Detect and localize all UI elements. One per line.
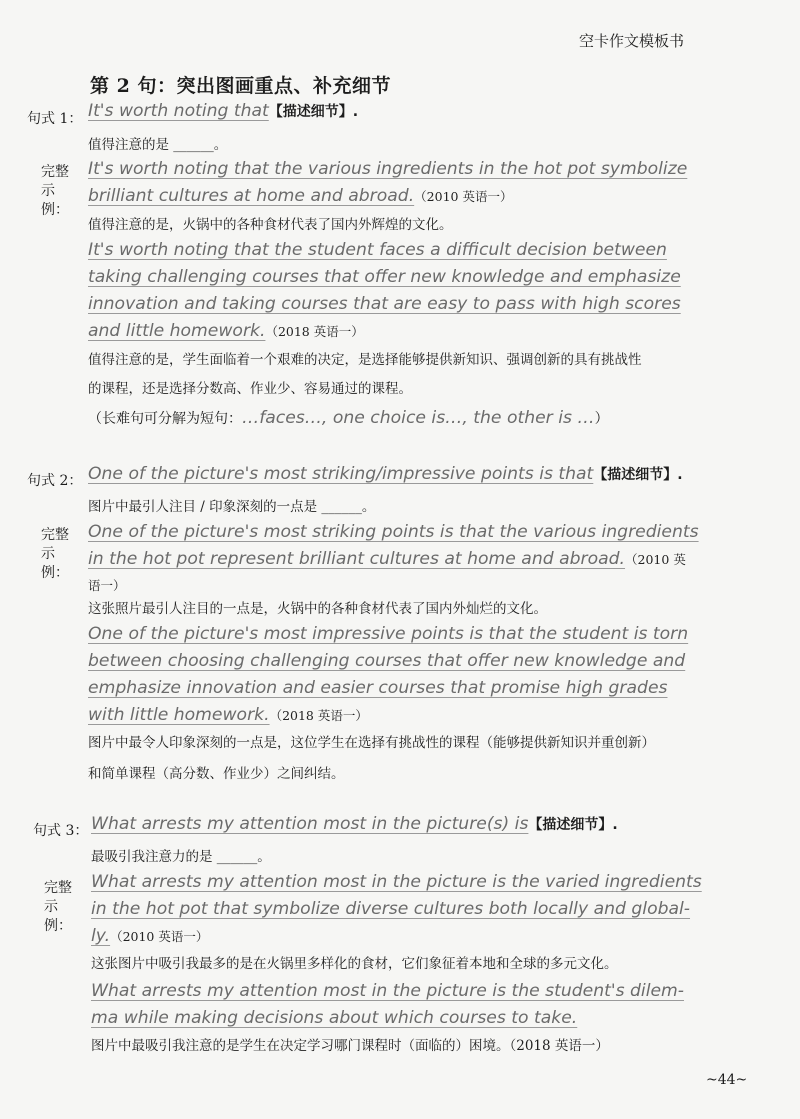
example-2a-chinese: 这张照片最引人注目的一点是，火锅中的各种食材代表了国内外灿烂的文化。 bbox=[88, 601, 547, 617]
pattern-2-example-label: 完整 示例： bbox=[41, 527, 69, 581]
pattern-1-note: （长难句可分解为短句：…faces…, one choice is…, the other is …） bbox=[88, 408, 609, 428]
pattern-2-chinese: 图片中最引人注目 / 印象深刻的一点是 ______。 bbox=[88, 499, 376, 515]
example-1b-line-4: and little homework.（2018 英语一） bbox=[88, 321, 364, 341]
pattern-1-english: It's worth noting that【描述细节】. bbox=[88, 101, 359, 121]
section-title: 第 2 句：突出图画重点、补充细节 bbox=[90, 75, 391, 97]
example-3a-line-1: What arrests my attention most in the picture is the varied ingredients bbox=[91, 872, 702, 892]
example-1b-line-2: taking challenging courses that offer new knowledge and emphasize bbox=[88, 267, 681, 287]
pattern-3-english: What arrests my attention most in the picture(s) is【描述细节】. bbox=[91, 814, 618, 834]
pattern-1-example-label: 完整 示例： bbox=[41, 164, 69, 218]
example-1b-chinese-1: 值得注意的是，学生面临着一个艰难的决定，是选择能够提供新知识、强调创新的具有挑战性 bbox=[88, 352, 642, 368]
example-1a-chinese: 值得注意的是，火锅中的各种食材代表了国内外辉煌的文化。 bbox=[88, 217, 453, 233]
example-3a-line-3: ly.（2010 英语一） bbox=[91, 926, 209, 946]
example-2b-line-3: emphasize innovation and easier courses that promise high grades bbox=[88, 678, 668, 698]
example-2b-line-4: with little homework.（2018 英语一） bbox=[88, 705, 368, 725]
pattern-2-english: One of the picture's most striking/impressive points is that【描述细节】. bbox=[88, 464, 683, 484]
example-2b-chinese-1: 图片中最令人印象深刻的一点是，这位学生在选择有挑战性的课程（能够提供新知识并重创新） bbox=[88, 735, 655, 751]
example-3b-chinese: 图片中最吸引我注意的是学生在决定学习哪门课程时（面临的）困境。（2018 英语一） bbox=[91, 1038, 609, 1054]
example-2b-line-2: between choosing challenging courses that offer new knowledge and bbox=[88, 651, 686, 671]
page-number: ~44~ bbox=[706, 1072, 748, 1088]
example-3a-chinese: 这张图片中吸引我最多的是在火锅里多样化的食材，它们象征着本地和全球的多元文化。 bbox=[91, 956, 618, 972]
example-2b-chinese-2: 和简单课程（高分数、作业少）之间纠结。 bbox=[88, 766, 345, 782]
pattern-1-label: 句式 1： bbox=[27, 111, 83, 127]
example-2a-line-1: One of the picture's most striking points is that the various ingredients bbox=[88, 522, 699, 542]
example-2b-line-1: One of the picture's most impressive points is that the student is torn bbox=[88, 624, 689, 644]
pattern-2-tag: 【描述细节】 bbox=[593, 467, 678, 483]
example-1a-line-2: brilliant cultures at home and abroad.（2010 英语一） bbox=[88, 186, 513, 206]
example-1a-line-1: It's worth noting that the various ingredients in the hot pot symbolize bbox=[88, 159, 688, 179]
pattern-3-chinese: 最吸引我注意力的是 ______。 bbox=[91, 849, 271, 865]
pattern-3-example-label: 完整 示例： bbox=[44, 880, 72, 934]
example-3b-line-2: ma while making decisions about which courses to take. bbox=[91, 1008, 578, 1028]
example-1b-line-3: innovation and taking courses that are easy to pass with high scores bbox=[88, 294, 681, 314]
book-title: 空卡作文模板书 bbox=[578, 32, 684, 50]
pattern-2-label: 句式 2： bbox=[27, 473, 83, 489]
pattern-1-chinese: 值得注意的是 ______。 bbox=[88, 137, 228, 153]
pattern-3-tag: 【描述细节】 bbox=[528, 817, 613, 833]
example-1b-line-1: It's worth noting that the student faces a difficult decision between bbox=[88, 240, 667, 260]
pattern-3-label: 句式 3： bbox=[33, 823, 89, 839]
example-3a-line-2: in the hot pot that symbolize diverse cultures both locally and global- bbox=[91, 899, 691, 919]
example-3b-line-1: What arrests my attention most in the picture is the student's dilem- bbox=[91, 981, 684, 1001]
example-1b-chinese-2: 的课程，还是选择分数高、作业少、容易通过的课程。 bbox=[88, 381, 412, 397]
example-2a-source-cont: 语一） bbox=[88, 578, 126, 593]
example-2a-line-2: in the hot pot represent brilliant cultures at home and abroad.（2010 英 bbox=[88, 549, 686, 569]
pattern-1-tag: 【描述细节】 bbox=[268, 104, 353, 120]
